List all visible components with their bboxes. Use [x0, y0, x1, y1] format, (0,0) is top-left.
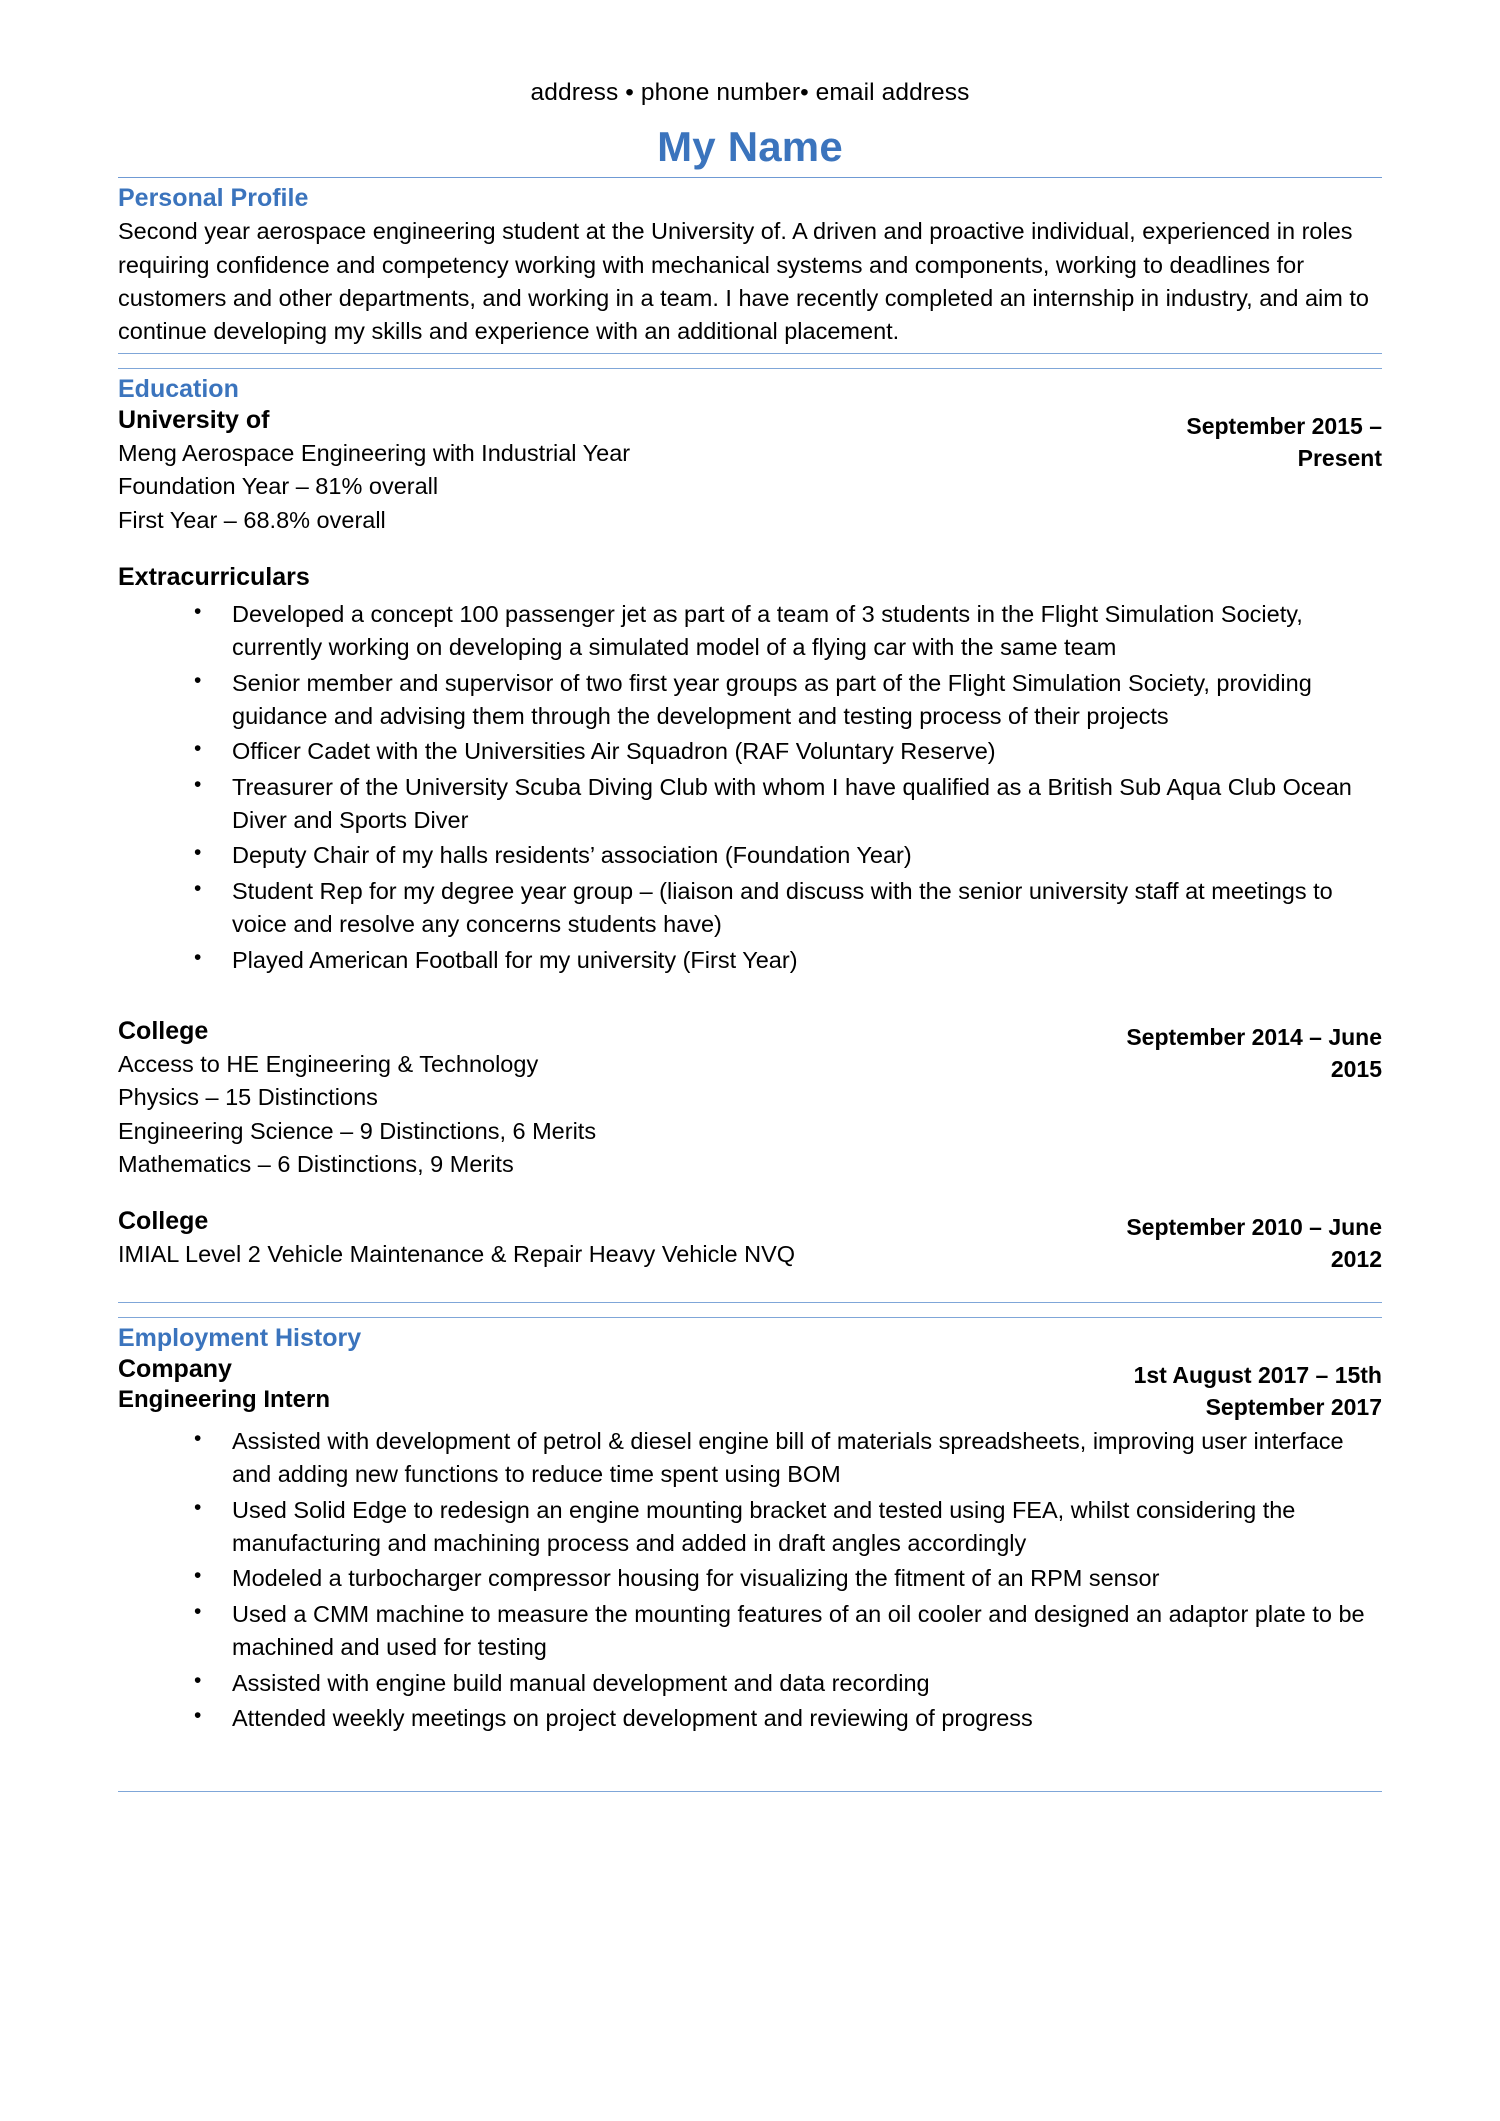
list-item: • Assisted with development of petrol & diesel engine bill of materials spreadsheets, improving user interface and adding new functions to reduce time spent using BOM [194, 1425, 1382, 1492]
list-item: • Treasurer of the University Scuba Diving Club with whom I have qualified as a British Sub Aqua Club Ocean Diver and Sports Diver [194, 771, 1382, 838]
education-detail: Engineering Science – 9 Distinctions, 6 Merits [118, 1117, 597, 1144]
education-detail: Foundation Year – 81% overall [118, 473, 439, 500]
education-detail: Access to HE Engineering & Technology [118, 1050, 539, 1077]
employment-duties-list [118, 1425, 1382, 1735]
education-org-name: University of [118, 405, 270, 434]
education-dates: September 2014 – June 2015 [1126, 1023, 1382, 1083]
spacer [118, 354, 1382, 368]
employment-role-title: Engineering Intern [118, 1385, 331, 1413]
education-org-name: College [118, 1207, 209, 1236]
divider-above-education [118, 368, 1382, 369]
education-entry-college-1 [118, 1017, 1382, 1181]
education-entry-left [118, 406, 1072, 537]
divider-footer [118, 1791, 1382, 1792]
list-item: • Played American Football for my university (First Year) [194, 944, 1382, 977]
employment-entry-company [118, 1355, 1382, 1423]
education-entry-left [118, 1207, 1072, 1271]
divider-under-name [118, 177, 1382, 178]
list-item: • Assisted with engine build manual development and data recording [194, 1667, 1382, 1700]
education-entry-college-2 [118, 1207, 1382, 1275]
education-entry-university [118, 406, 1382, 537]
spacer [118, 1181, 1382, 1207]
employment-dates: 1st August 2017 – 15th September 2017 [1133, 1361, 1382, 1420]
list-item: • Used a CMM machine to measure the mounting features of an oil cooler and designed an adaptor plate to be machined and used for testing [194, 1598, 1382, 1665]
section-heading-education: Education [118, 374, 239, 403]
education-org-name: College [118, 1016, 209, 1045]
extracurriculars-list [118, 598, 1382, 977]
education-detail: Mathematics – 6 Distinctions, 9 Merits [118, 1150, 514, 1177]
divider-above-employment [118, 1317, 1382, 1318]
list-item: • Attended weekly meetings on project development and reviewing of progress [194, 1702, 1382, 1735]
spacer [118, 979, 1382, 1017]
education-detail: Meng Aerospace Engineering with Industrial Year [118, 439, 631, 466]
list-item: • Deputy Chair of my halls residents’ association (Foundation Year) [194, 839, 1382, 872]
section-heading-employment-history: Employment History [118, 1323, 362, 1352]
list-item: • Student Rep for my degree year group – (liaison and discuss with the senior university staff at meetings to voice and resolve any concerns students have) [194, 875, 1382, 942]
list-item: • Used Solid Edge to redesign an engine mounting bracket and tested using FEA, whilst considering the manufacturing and machining process and added in draft angles accordingly [194, 1494, 1382, 1561]
education-dates: September 2015 – Present [1186, 412, 1382, 472]
education-detail: First Year – 68.8% overall [118, 506, 386, 533]
list-item: • Officer Cadet with the Universities Air Squadron (RAF Voluntary Reserve) [194, 735, 1382, 768]
spacer [118, 1276, 1382, 1302]
education-dates: September 2010 – June 2012 [1126, 1214, 1382, 1273]
spacer [118, 537, 1382, 563]
spacer [118, 1303, 1382, 1317]
education-detail: Physics – 15 Distinctions [118, 1084, 378, 1111]
list-item: • Modeled a turbocharger compressor housing for visualizing the fitment of an RPM sensor [194, 1562, 1382, 1595]
section-heading-personal-profile: Personal Profile [118, 184, 309, 213]
list-item: • Developed a concept 100 passenger jet as part of a team of 3 students in the Flight Simulation Society, currently working on developing a simulated model of a flying car with the same team [194, 598, 1382, 665]
page-title: My Name [657, 123, 843, 171]
education-detail: IMIAL Level 2 Vehicle Maintenance & Repair Heavy Vehicle NVQ [118, 1241, 796, 1268]
education-entry-left [118, 1017, 1072, 1181]
contact-line: address • phone number• email address [530, 79, 970, 106]
extracurriculars-heading: Extracurriculars [118, 562, 310, 591]
list-item: • Senior member and supervisor of two first year groups as part of the Flight Simulation Society, providing guidance and advising them through the development and testing process of their projects [194, 667, 1382, 734]
personal-profile-text: Second year aerospace engineering student at the University of. A driven and proactive individual, experienced in roles requiring confidence and competency working with mechanical systems and components, working to deadlines for customers and other departments, and working in a team. I have recently completed an internship in industry, and aim to continue developing my skills and experience with an additional placement. [118, 218, 1369, 345]
employment-org-name: Company [118, 1354, 232, 1383]
employment-entry-left [118, 1355, 1072, 1416]
